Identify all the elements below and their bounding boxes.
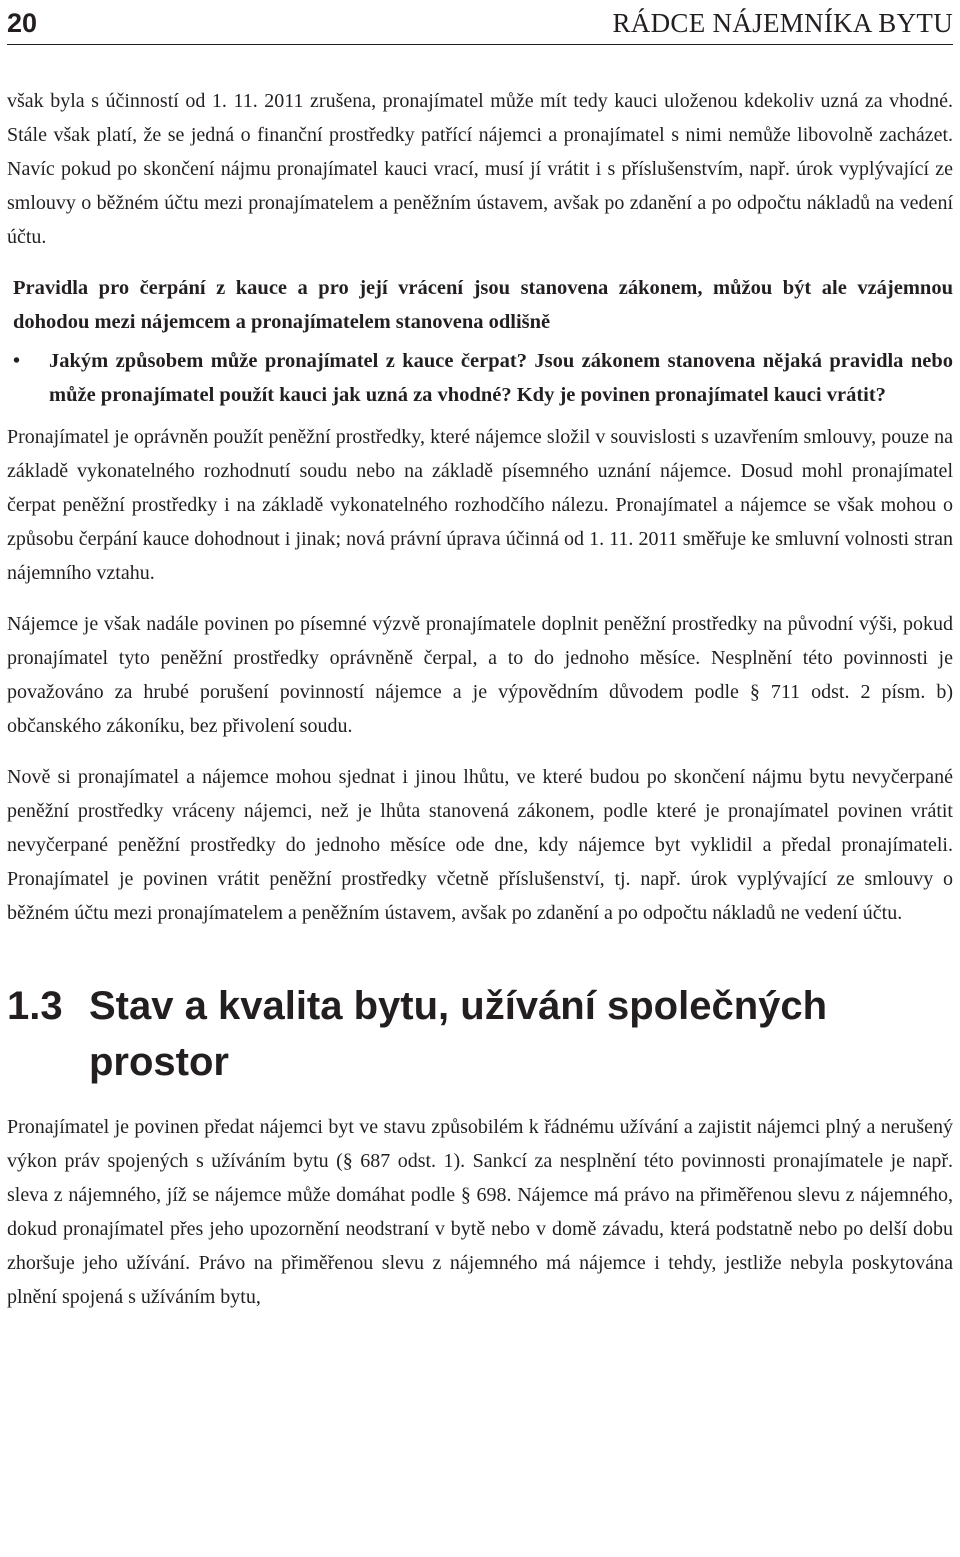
summary-box: Pravidla pro čerpání z kauce a pro její vrácení jsou stanovena zákonem, můžou být ale vzájemnou dohodou mezi nájemcem a pronajímatelem stanovena odlišně	[13, 277, 953, 333]
paragraph-deposit-return: Nově si pronajímatel a nájemce mohou sjednat i jinou lhůtu, ve které budou po skončení nájmu bytu nevyčerpané peněžní prostředky vráceny nájemci, než je lhůta stanovená zákonem, podle které je pronajímatel povinen vrátit nevyčerpané peněžní prostředky do jednoho měsíce ode dne, kdy nájemce byt vyklidil a předal pronajímateli. Pronajímatel je povinen vrátit peněžní prostředky včetně příslušenství, tj. např. úrok vyplývající ze smlouvy o běžném účtu mezi pronajímatelem a peněžním ústavem, avšak po zdanění a po odpočtu nákladů ne vedení účtu.	[7, 766, 953, 924]
paragraph-deposit-use: Pronajímatel je oprávněn použít peněžní prostředky, které nájemce složil v souvislosti s uzavřením smlouvy, pouze na základě vykonatelného rozhodnutí soudu nebo na základě písemného uznání nájemce. Dosud mohl pronajímatel čerpat peněžní prostředky i na základě vykonatelného rozhodčího nálezu. Pronajímatel a nájemce se však mohou o způsobu čerpání kauce dohodnout i jinak; nová právní úprava účinná od 1. 11. 2011 směřuje ke smluvní volnosti stran nájemního vztahu.	[7, 426, 953, 584]
bullet-icon: •	[13, 350, 21, 372]
question-text: Jakým způsobem může pronajímatel z kauce čerpat? Jsou zákonem stanovena nějaká pravidla nebo může pronajímatel použít kauci jak uzná za vhodné? Kdy je povinen pronajímatel kauci vrátit?	[49, 350, 953, 406]
page-header	[7, 2, 953, 45]
section-number: 1.3	[7, 984, 63, 1028]
page-content	[7, 84, 953, 1331]
section-heading	[7, 978, 953, 1090]
paragraph-deposit-refill: Nájemce je však nadále povinen po písemné výzvě pronajímatele doplnit peněžní prostředky na původní výši, pokud pronajímatel tyto peněžní prostředky oprávněně čerpal, a to do jednoho měsíce. Nesplnění této povinnosti je považováno za hrubé porušení povinností nájemce a je výpovědním důvodem podle § 711 odst. 2 písm. b) občanského zákoníku, bez přivolení soudu.	[7, 613, 953, 737]
question-bullet	[7, 344, 953, 412]
section-title: Stav a kvalita bytu, užívání společných prostor	[89, 984, 828, 1084]
running-title: RÁDCE NÁJEMNÍKA BYTU	[612, 8, 953, 38]
paragraph-deposit-account: však byla s účinností od 1. 11. 2011 zrušena, pronajímatel může mít tedy kauci uloženou kdekoliv uzná za vhodné. Stále však platí, že se jedná o finanční prostředky patřící nájemci a pronajímatel s nimi nemůže libovolně zacházet. Navíc pokud po skončení nájmu pronajímatel kauci vrací, musí jí vrátit i s příslušenstvím, např. úrok vyplývající ze smlouvy o běžném účtu mezi pronajímatelem a peněžním ústavem, avšak po zdanění a po odpočtu nákladů na vedení účtu.	[7, 90, 953, 248]
paragraph-flat-condition: Pronajímatel je povinen předat nájemci byt ve stavu způsobilém k řádnému užívání a zajistit nájemci plný a nerušený výkon práv spojených s užíváním bytu (§ 687 odst. 1). Sankcí za nesplnění této povinnosti pronajímatele je např. sleva z nájemného, jíž se nájemce může domáhat podle § 698. Nájemce má právo na přiměřenou slevu z nájemného, dokud pronajímatel přes jeho upozornění neodstraní v bytě nebo v domě závadu, která podstatně nebo po delší dobu zhoršuje jeho užívání. Právo na přiměřenou slevu z nájemného má nájemce i tehdy, jestliže nebyla poskytována plnění spojená s užíváním bytu,	[7, 1116, 953, 1308]
page-number: 20	[7, 8, 38, 38]
